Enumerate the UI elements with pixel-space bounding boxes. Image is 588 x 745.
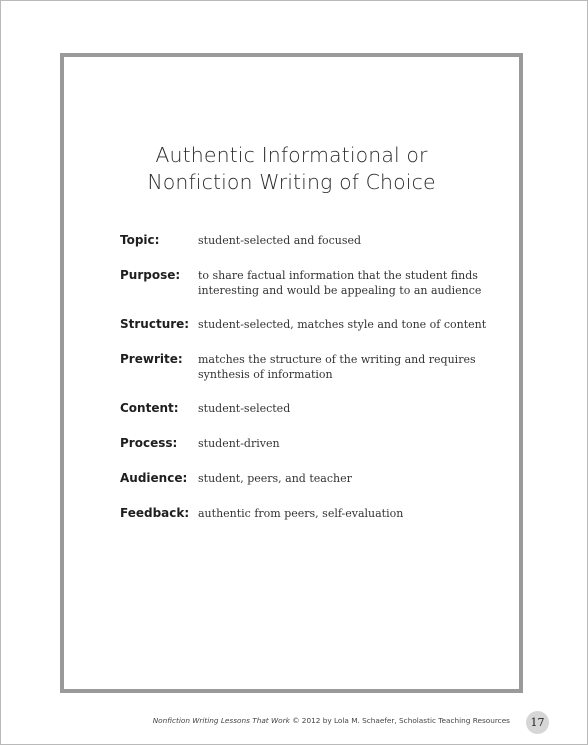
row-value-line: synthesis of information bbox=[198, 368, 333, 381]
row-label: Purpose: bbox=[120, 268, 181, 282]
page-number-badge: 17 bbox=[526, 711, 549, 734]
row-label: Audience: bbox=[120, 471, 188, 485]
row-value-line: student-selected and focused bbox=[198, 234, 362, 247]
row-value bbox=[198, 233, 500, 248]
row-label: Process: bbox=[120, 436, 178, 450]
row-label: Structure: bbox=[120, 317, 190, 331]
row-value-line: authentic from peers, self-evaluation bbox=[198, 507, 404, 520]
row-process bbox=[120, 436, 500, 471]
row-label: Prewrite: bbox=[120, 352, 183, 366]
row-topic bbox=[120, 233, 500, 268]
footer-book-title: Nonfiction Writing Lessons That Work bbox=[152, 716, 290, 725]
row-label: Topic: bbox=[120, 233, 160, 247]
row-value bbox=[198, 471, 500, 486]
row-value bbox=[198, 352, 500, 382]
footer-credit bbox=[153, 716, 510, 725]
row-label: Content: bbox=[120, 401, 179, 415]
row-structure bbox=[120, 317, 500, 352]
row-value bbox=[198, 268, 500, 298]
row-value-line: student, peers, and teacher bbox=[198, 472, 352, 485]
row-value-line: matches the structure of the writing and requires bbox=[198, 353, 476, 366]
row-value-line: interesting and would be appealing to an audience bbox=[198, 284, 482, 297]
definition-list bbox=[120, 233, 500, 541]
row-value bbox=[198, 436, 500, 451]
row-purpose bbox=[120, 268, 500, 317]
row-label: Feedback: bbox=[120, 506, 190, 520]
title-line-2: Nonfiction Writing of Choice bbox=[147, 170, 436, 194]
row-value bbox=[198, 401, 500, 416]
row-feedback bbox=[120, 506, 500, 541]
row-value-line: student-selected bbox=[198, 402, 291, 415]
title-line-1: Authentic Informational or bbox=[155, 143, 428, 167]
footer-copyright: © 2012 by Lola M. Schaefer, Scholastic Teaching Resources bbox=[289, 716, 510, 725]
page-title bbox=[64, 142, 519, 196]
row-prewrite bbox=[120, 352, 500, 401]
row-audience bbox=[120, 471, 500, 506]
content-frame bbox=[60, 53, 523, 693]
row-content bbox=[120, 401, 500, 436]
row-value-line: to share factual information that the student finds bbox=[198, 269, 478, 282]
row-value-line: student-selected, matches style and tone of content bbox=[198, 318, 487, 331]
row-value bbox=[198, 506, 500, 521]
row-value-line: student-driven bbox=[198, 437, 280, 450]
row-value bbox=[198, 317, 500, 332]
